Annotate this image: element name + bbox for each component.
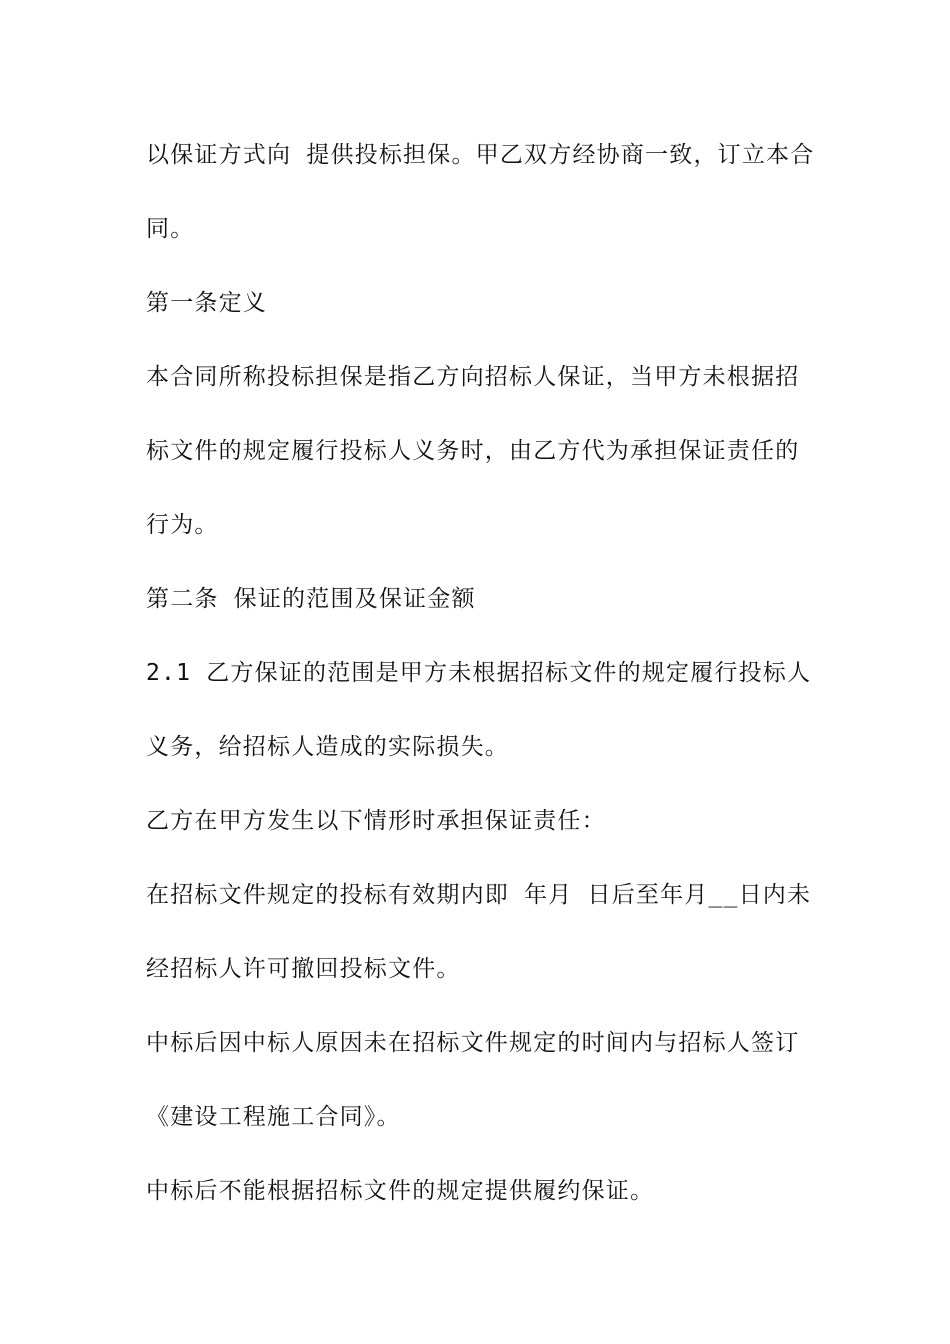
paragraph-line: 标文件的规定履行投标人义务时，由乙方代为承担保证责任的 — [146, 438, 800, 464]
paragraph-line: 经招标人许可撤回投标文件。 — [146, 956, 461, 982]
section-heading: 第一条定义 — [146, 290, 267, 316]
paragraph-line: 行为。 — [146, 512, 219, 538]
paragraph-line: 2.1 乙方保证的范围是甲方未根据招标文件的规定履行投标人 — [146, 660, 812, 686]
paragraph-line: 以保证方式向 提供投标担保。甲乙双方经协商一致，订立本合 — [146, 142, 815, 168]
paragraph-line: 中标后因中标人原因未在招标文件规定的时间内与招标人签订 — [146, 1030, 800, 1056]
paragraph-line: 同。 — [146, 216, 195, 242]
paragraph-line: 在招标文件规定的投标有效期内即 年月 日后至年月__日内未 — [146, 882, 812, 908]
paragraph-line: 中标后不能根据招标文件的规定提供履约保证。 — [146, 1178, 655, 1204]
section-heading: 第二条 保证的范围及保证金额 — [146, 586, 476, 612]
paragraph-line: 义务，给招标人造成的实际损失。 — [146, 734, 509, 760]
paragraph-line: 本合同所称投标担保是指乙方向招标人保证，当甲方未根据招 — [146, 364, 800, 390]
paragraph-line: 乙方在甲方发生以下情形时承担保证责任： — [146, 808, 606, 834]
paragraph-line: 《建设工程施工合同》。 — [146, 1104, 401, 1130]
